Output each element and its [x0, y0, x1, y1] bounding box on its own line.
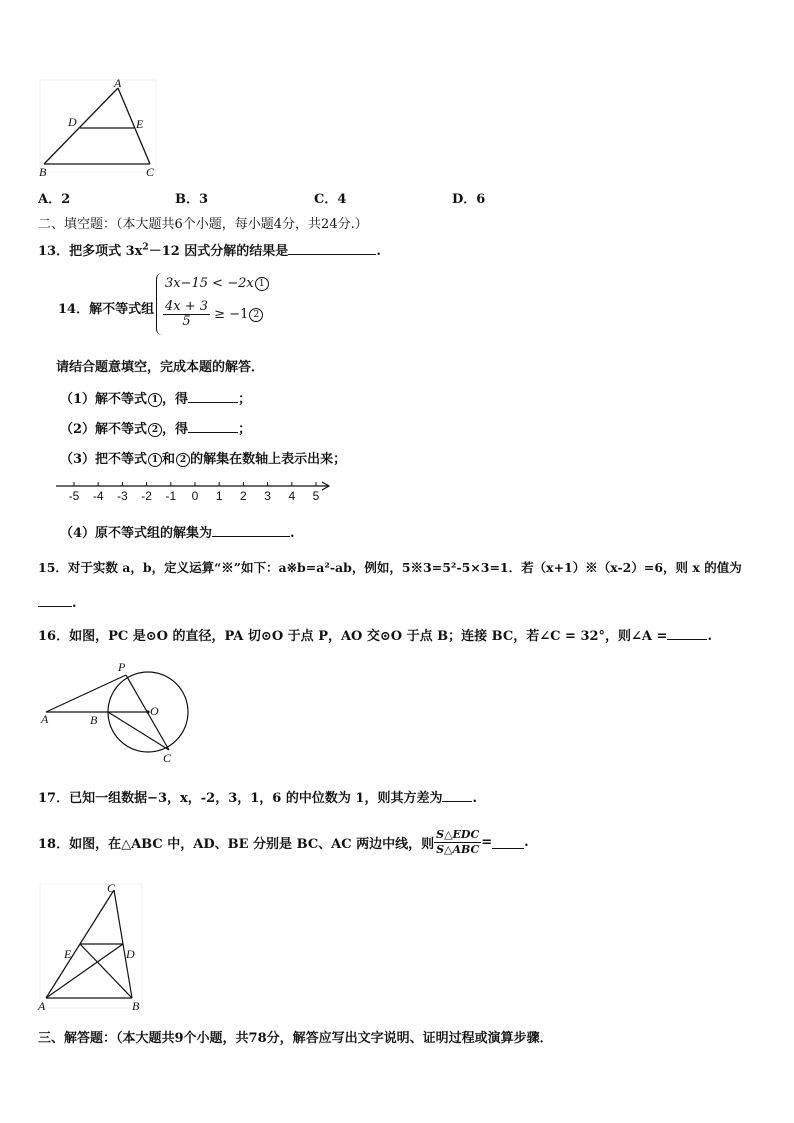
number-line-label: 4	[288, 489, 296, 503]
option-c: C．4	[314, 192, 347, 207]
q14-inequality-2	[163, 300, 263, 329]
q14-step1-b: ，得	[162, 392, 189, 407]
number-line-label: -4	[92, 489, 104, 503]
q13-answer-blank[interactable]	[288, 242, 376, 255]
number-line[interactable]	[52, 476, 337, 506]
q18-answer-blank[interactable]	[492, 836, 524, 849]
fig18-label-D: D	[126, 947, 135, 961]
q14-step3-c: 的解集在数轴上表示出来；	[190, 452, 347, 467]
q14-step1-blank[interactable]	[188, 390, 238, 403]
fig16-label-O: O	[150, 704, 159, 718]
q14-step4-blank[interactable]	[212, 524, 290, 537]
q14-step2-mark: 2	[148, 423, 162, 437]
option-d: D．6	[452, 192, 486, 207]
q18-ratio	[434, 828, 481, 857]
label-E: E	[136, 117, 144, 131]
q14-step2-blank[interactable]	[188, 420, 238, 433]
number-line-label: 3	[264, 489, 271, 503]
q14-ineq1-text: 3x−15 < −2x	[165, 276, 254, 291]
q18-den: S△ABC	[436, 843, 480, 856]
q18-end: .	[524, 835, 529, 850]
q14-intro: 请结合题意填空，完成本题的解答．	[56, 360, 265, 375]
q14-step4-end: .	[290, 526, 295, 541]
q14-brace	[156, 273, 163, 335]
section-3-heading: 三、解答题：（本大题共9个小题，共78分，解答应写出文字说明、证明过程或演算步骤．	[38, 1031, 553, 1046]
number-line-label: 5	[312, 489, 320, 503]
q17-text: 17．已知一组数据−3，x，-2，3，1，6 的中位数为 1，则其方差为	[38, 791, 443, 806]
q14-step2-a: （2）解不等式	[60, 422, 148, 437]
label-D: D	[68, 115, 77, 129]
q14-fraction	[163, 300, 210, 329]
number-line-label: -5	[68, 489, 80, 503]
q18-text: 18．如图，在△ABC 中，AD、BE 分别是 BC、AC 两边中线，则	[38, 837, 435, 852]
q15-answer-blank[interactable]	[38, 594, 72, 607]
q16-end: .	[707, 629, 712, 644]
q14-step3-mark1: 1	[148, 453, 162, 467]
q17-end: .	[472, 791, 477, 806]
fig18-label-C: C	[107, 881, 116, 895]
q14-label: 14．解不等式组	[58, 302, 155, 317]
label-A: A	[114, 76, 122, 90]
q14-frac-den: 5	[182, 314, 191, 329]
q14-step2-b: ，得	[162, 422, 189, 437]
q14-step-3	[60, 448, 346, 467]
q14-step1-semicolon: ；	[238, 392, 252, 407]
q18-num: S△EDC	[436, 828, 480, 841]
question-15: 15．对于实数 a，b，定义运算“※”如下：a※b=a²-ab，例如，5※3=5²-5×3=1．若（x+1）※（x-2）=6，则 x 的值为	[38, 560, 742, 575]
fig16-label-P: P	[118, 660, 126, 674]
question-17	[38, 787, 477, 806]
q16-text: 16．如图，PC 是⊙O 的直径，PA 切⊙O 于点 P，AO 交⊙O 于点 B；连接 BC，若∠C = 32°，则∠A =	[38, 629, 668, 644]
fig16-label-B: B	[90, 713, 98, 727]
fig18-label-E: E	[64, 947, 72, 961]
median-triangle-figure	[34, 880, 150, 1014]
q14-step3-a: （3）把不等式	[60, 452, 148, 467]
q14-step3-b: 和	[162, 452, 176, 467]
number-line-label: 1	[215, 489, 223, 503]
question-18	[38, 828, 529, 857]
number-line-label: -3	[117, 489, 128, 503]
q13-sup: 2	[142, 242, 149, 253]
q14-ineq2-rest: ≥ −1	[214, 307, 249, 322]
label-C: C	[146, 165, 155, 179]
q14-step1-a: （1）解不等式	[60, 392, 148, 407]
q14-mark2: 2	[249, 308, 263, 322]
fig18-label-A: A	[38, 999, 46, 1013]
q13-rest: －12 因式分解的结果是	[148, 244, 289, 259]
question-16	[38, 625, 712, 644]
q14-step4-text: （4）原不等式组的解集为	[60, 526, 213, 541]
option-a: A．2	[38, 192, 71, 207]
q13-prefix: 13．把多项式 3x	[38, 244, 143, 259]
q14-step1-mark: 1	[148, 393, 162, 407]
number-line-label: -1	[165, 489, 177, 503]
q14-step2-semicolon: ；	[238, 422, 252, 437]
q14-step3-mark2: 2	[176, 453, 190, 467]
number-line-label: 0	[191, 489, 199, 503]
q13-end: .	[376, 244, 381, 259]
fig18-label-B: B	[132, 999, 140, 1013]
option-b: B．3	[175, 192, 209, 207]
section-2-heading: 二、填空题：（本大题共6个小题，每小题4分，共24分.）	[38, 217, 368, 232]
q14-step-1	[60, 388, 251, 407]
q15-line2	[38, 594, 77, 611]
q16-answer-blank[interactable]	[667, 627, 707, 640]
triangle-de-figure	[34, 76, 164, 180]
number-line-label: 2	[240, 489, 247, 503]
number-line-label: -2	[141, 489, 152, 503]
fig16-label-A: A	[41, 712, 49, 726]
q14-inequality-1	[165, 276, 269, 291]
q14-step-4	[60, 522, 295, 541]
q14-mark1: 1	[255, 277, 269, 291]
q14-frac-num: 4x + 3	[165, 299, 209, 314]
q15-end: .	[72, 596, 77, 611]
circle-tangent-figure	[36, 658, 194, 768]
q17-answer-blank[interactable]	[442, 789, 472, 802]
fig16-label-C: C	[163, 751, 172, 765]
q18-eq: =	[481, 835, 493, 850]
q14-step-2	[60, 418, 251, 437]
label-B: B	[39, 165, 47, 179]
question-13	[38, 240, 381, 259]
